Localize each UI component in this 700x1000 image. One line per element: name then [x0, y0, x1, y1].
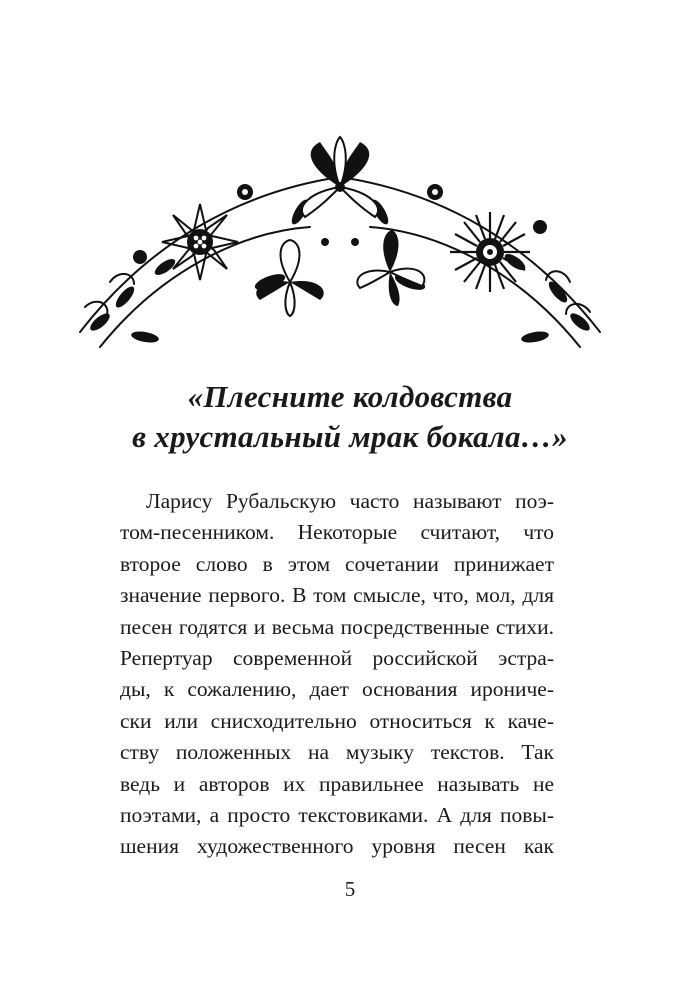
chapter-title-line-1: «Плесните колдовства: [187, 379, 513, 414]
body-paragraph: [120, 486, 554, 863]
text-line: том-песенником. Некоторые считают, что: [120, 520, 554, 545]
text-line: ды, к сожалению, дает основания ирониче-: [120, 677, 554, 702]
text-line: поэтами, а просто текстовиками. А для повы-: [120, 802, 554, 827]
text-line: второе слово в этом сочетании принижает: [120, 551, 554, 576]
text-line: значение первого. В том смысле, что, мол, для: [120, 583, 554, 608]
text-line: шения художественного уровня песен как: [120, 834, 554, 859]
floral-garland-icon: [70, 132, 610, 372]
chapter-title-line-2: в хрустальный мрак бокала…»: [132, 419, 568, 454]
page-number: 5: [344, 877, 356, 901]
text-line: ству положенных на музыку текстов. Так: [120, 740, 554, 765]
text-line: песен годятся и весьма посредственные стихи.: [120, 614, 554, 639]
text-line: Репертуар современной российской эстра-: [120, 645, 554, 670]
text-line: ски или снисходительно относиться к каче-: [120, 708, 554, 733]
text-line: ведь и авторов их правильнее называть не: [120, 771, 554, 796]
text-line: Ларису Рубальскую часто называют поэ-: [146, 489, 554, 513]
